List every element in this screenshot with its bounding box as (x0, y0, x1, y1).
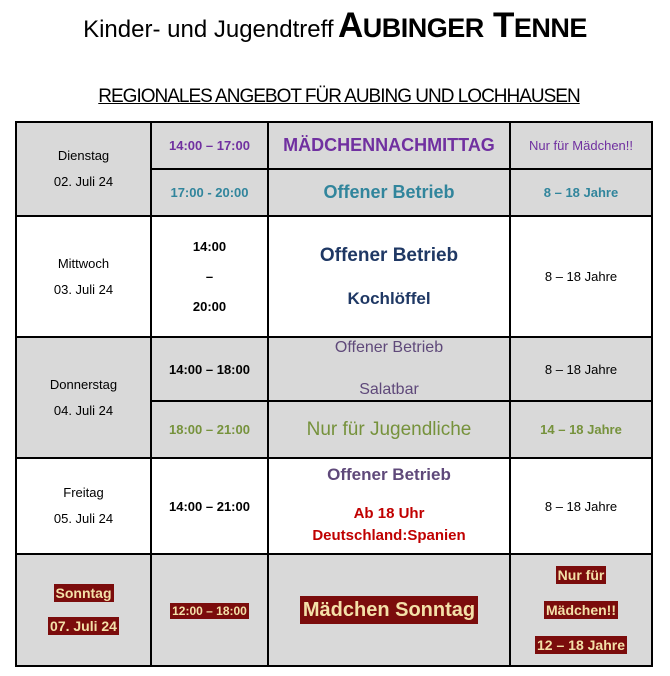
activity-title: Offener Betrieb (319, 244, 459, 266)
time-cell: 14:00 – 21:00 (151, 458, 268, 554)
day-name: Dienstag (57, 148, 110, 163)
day-date: 04. Juli 24 (53, 402, 114, 418)
time-value: 12:00 – 18:00 (172, 603, 247, 618)
header-title-rest-b: ENNE (513, 13, 587, 43)
time-end: 20:00 (192, 298, 227, 314)
activity-cell (268, 554, 510, 666)
activity-cell: MÄDCHENNACHMITTAG (268, 122, 510, 169)
activity-cell: Offener Betrieb (268, 169, 510, 216)
header-prefix: Kinder- und Jugendtreff (83, 16, 334, 43)
time-cell (151, 554, 268, 666)
activity-note: Deutschland:Spanien (312, 527, 466, 544)
time-cell: 18:00 – 21:00 (151, 401, 268, 458)
time-cell: 17:00 - 20:00 (151, 169, 268, 216)
header-title-cap-a: A (337, 6, 363, 45)
activity-cell (268, 458, 510, 554)
audience-cell: Nur für Mädchen!! (510, 122, 652, 169)
header-title (338, 6, 587, 45)
time-cell (151, 216, 268, 337)
activity-title: Offener Betrieb (327, 465, 451, 484)
day-name: Donnerstag (49, 376, 118, 392)
audience-cell (510, 554, 652, 666)
activity-cell (268, 337, 510, 401)
day-name: Sonntag (55, 585, 112, 601)
day-cell-wednesday (16, 216, 151, 337)
schedule-table (15, 121, 653, 667)
table-row (16, 458, 652, 554)
day-date: 05. Juli 24 (53, 511, 114, 526)
day-date: 03. Juli 24 (53, 281, 114, 297)
subheading: REGIONALES ANGEBOT FÜR AUBING UND LOCHHAUSEN (98, 86, 580, 107)
day-cell-thursday (16, 337, 151, 458)
day-cell-tuesday (16, 122, 151, 216)
day-date: 07. Juli 24 (50, 618, 117, 634)
activity-subtitle: Salatbar (359, 381, 419, 398)
audience-cell: 8 – 18 Jahre (510, 458, 652, 554)
table-row (16, 337, 652, 401)
table-row (16, 216, 652, 337)
table-row (16, 554, 652, 666)
page-header (0, 6, 670, 46)
header-title-cap-b: T (492, 6, 514, 45)
audience-line: Mädchen!! (546, 601, 616, 618)
table-row (16, 122, 652, 169)
activity-subtitle: Kochlöffel (347, 288, 431, 308)
time-cell: 14:00 – 18:00 (151, 337, 268, 401)
activity-note: Ab 18 Uhr (353, 505, 425, 522)
time-start: 14:00 (192, 238, 227, 254)
activity-cell: Nur für Jugendliche (268, 401, 510, 458)
activity-title: Mädchen Sonntag (300, 596, 478, 624)
audience-cell: 8 – 18 Jahre (510, 216, 652, 337)
activity-cell (268, 216, 510, 337)
time-cell: 14:00 – 17:00 (151, 122, 268, 169)
time-dash: – (205, 268, 214, 284)
audience-cell: 8 – 18 Jahre (510, 337, 652, 401)
day-name: Freitag (63, 485, 104, 500)
day-cell-friday (16, 458, 151, 554)
day-cell-sunday (16, 554, 151, 666)
header-title-rest-a: UBINGER (362, 13, 484, 43)
audience-cell: 14 – 18 Jahre (510, 401, 652, 458)
audience-cell: 8 – 18 Jahre (510, 169, 652, 216)
day-name: Mittwoch (57, 255, 110, 271)
day-date: 02. Juli 24 (53, 174, 114, 189)
audience-line: 12 – 18 Jahre (537, 636, 625, 653)
activity-title: Offener Betrieb (334, 339, 444, 356)
audience-line: Nur für (557, 566, 605, 583)
